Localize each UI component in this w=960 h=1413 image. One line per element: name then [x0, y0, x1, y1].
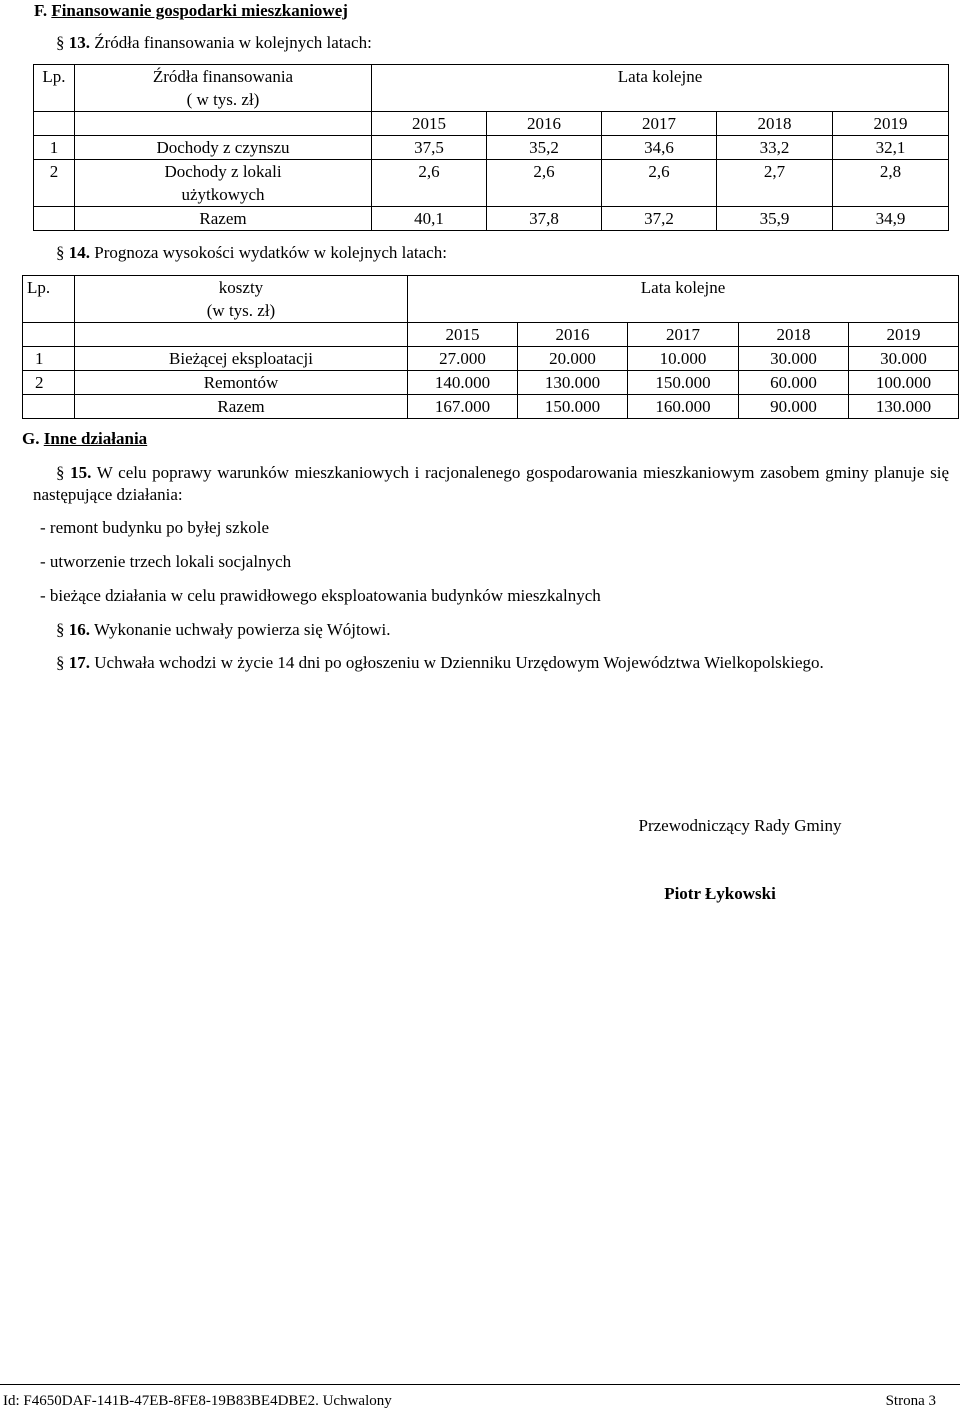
name-cell: Remontów	[75, 371, 408, 395]
paragraph-15	[33, 462, 949, 506]
header-cost	[75, 276, 408, 323]
table-row	[23, 347, 959, 371]
empty-cell	[34, 207, 75, 231]
paragraph-number: 13.	[68, 33, 90, 52]
paragraph-number: 17.	[68, 653, 90, 672]
signature-name: Piotr Łykowski	[664, 884, 776, 903]
year-cell: 2017	[628, 323, 739, 347]
total-label: Razem	[75, 207, 372, 231]
table-row	[23, 371, 959, 395]
year-cell: 2015	[372, 112, 487, 136]
section-title: Finansowanie gospodarki mieszkaniowej	[51, 1, 348, 20]
total-value: 40,1	[372, 207, 487, 231]
value-cell: 33,2	[717, 136, 833, 160]
section-sign: §	[56, 33, 65, 52]
value-cell: 10.000	[628, 347, 739, 371]
table-row	[34, 160, 949, 207]
list-item: - remont budynku po byłej szkole	[40, 518, 269, 537]
paragraph-number: 16.	[68, 620, 90, 639]
paragraph-number: 15.	[70, 463, 92, 482]
section-sign: §	[56, 653, 65, 672]
empty-cell	[23, 395, 75, 419]
paragraph-16	[56, 619, 391, 641]
financing-sources-table	[33, 64, 949, 231]
name-line2: użytkowych	[181, 185, 265, 204]
year-cell: 2016	[518, 323, 628, 347]
table-years-row	[23, 323, 959, 347]
year-cell: 2017	[602, 112, 717, 136]
value-cell: 20.000	[518, 347, 628, 371]
header-lp: Lp.	[34, 65, 75, 112]
header-cost-line1: koszty	[218, 278, 264, 297]
header-years: Lata kolejne	[372, 65, 949, 112]
value-cell: 2,8	[833, 160, 949, 207]
value-cell: 27.000	[408, 347, 518, 371]
section-letter: G.	[22, 429, 40, 448]
value-cell: 2,6	[602, 160, 717, 207]
value-cell: 37,5	[372, 136, 487, 160]
table-header-row	[34, 65, 949, 112]
empty-cell	[23, 323, 75, 347]
total-value: 130.000	[849, 395, 959, 419]
value-cell: 30.000	[739, 347, 849, 371]
header-source-line1: Źródła finansowania	[152, 67, 294, 86]
value-cell: 2,7	[717, 160, 833, 207]
lp-cell: 2	[23, 371, 75, 395]
section-f-heading	[34, 0, 348, 22]
paragraph-title: Prognoza wysokości wydatków w kolejnych latach:	[94, 243, 447, 262]
expenses-forecast-table	[22, 275, 959, 419]
paragraph-13-heading	[56, 32, 372, 54]
name-cell: Dochody z czynszu	[75, 136, 372, 160]
paragraph-number: 14.	[68, 243, 90, 262]
value-cell: 150.000	[628, 371, 739, 395]
value-cell: 130.000	[518, 371, 628, 395]
year-cell: 2019	[849, 323, 959, 347]
value-cell: 2,6	[487, 160, 602, 207]
footer	[0, 1384, 960, 1413]
list-item: - bieżące działania w celu prawidłowego eksploatowania budynków mieszkalnych	[40, 586, 601, 605]
total-value: 150.000	[518, 395, 628, 419]
value-cell: 32,1	[833, 136, 949, 160]
name-cell: Bieżącej eksploatacji	[75, 347, 408, 371]
year-cell: 2019	[833, 112, 949, 136]
empty-cell	[75, 112, 372, 136]
header-years: Lata kolejne	[408, 276, 959, 323]
lp-cell: 1	[23, 347, 75, 371]
section-sign: §	[56, 620, 65, 639]
section-sign: §	[56, 463, 65, 482]
paragraph-text: Uchwała wchodzi w życie 14 dni po ogłoszeniu w Dzienniku Urzędowym Województwa Wielkopolskiego.	[94, 653, 824, 672]
header-lp: Lp.	[23, 276, 75, 323]
paragraph-14-heading	[56, 242, 447, 264]
value-cell: 30.000	[849, 347, 959, 371]
name-line1: Dochody z lokali	[164, 162, 282, 181]
total-value: 167.000	[408, 395, 518, 419]
lp-cell: 1	[34, 136, 75, 160]
total-value: 90.000	[739, 395, 849, 419]
total-value: 160.000	[628, 395, 739, 419]
total-value: 37,2	[602, 207, 717, 231]
paragraph-text: W celu poprawy warunków mieszkaniowych i racjonalenego gospodarowania mieszkaniowym zasobem gminy planuje się następujące działania:	[33, 463, 949, 504]
empty-cell	[34, 112, 75, 136]
value-cell: 100.000	[849, 371, 959, 395]
year-cell: 2018	[739, 323, 849, 347]
table-header-row	[23, 276, 959, 323]
year-cell: 2016	[487, 112, 602, 136]
footer-id: Id: F4650DAF-141B-47EB-8FE8-19B83BE4DBE2. Uchwalony	[3, 1393, 392, 1409]
paragraph-text: Wykonanie uchwały powierza się Wójtowi.	[93, 620, 391, 639]
total-value: 35,9	[717, 207, 833, 231]
empty-cell	[75, 323, 408, 347]
header-source	[75, 65, 372, 112]
value-cell: 34,6	[602, 136, 717, 160]
signature-role: Przewodniczący Rady Gminy	[638, 816, 842, 835]
value-cell: 35,2	[487, 136, 602, 160]
header-cost-line2: (w tys. zł)	[206, 301, 276, 320]
total-value: 37,8	[487, 207, 602, 231]
paragraph-title: Źródła finansowania w kolejnych latach:	[94, 33, 372, 52]
section-letter: F.	[34, 1, 48, 20]
section-g-heading	[22, 428, 147, 450]
table-total-row	[23, 395, 959, 419]
paragraph-17	[33, 652, 949, 674]
year-cell: 2015	[408, 323, 518, 347]
total-value: 34,9	[833, 207, 949, 231]
section-title: Inne działania	[43, 429, 148, 448]
value-cell: 140.000	[408, 371, 518, 395]
value-cell: 2,6	[372, 160, 487, 207]
name-cell	[75, 160, 372, 207]
lp-cell: 2	[34, 160, 75, 207]
total-label: Razem	[75, 395, 408, 419]
list-item: - utworzenie trzech lokali socjalnych	[40, 552, 292, 571]
table-total-row	[34, 207, 949, 231]
value-cell: 60.000	[739, 371, 849, 395]
section-sign: §	[56, 243, 65, 262]
footer-page: Strona 3	[885, 1393, 936, 1409]
table-years-row	[34, 112, 949, 136]
header-source-line2: ( w tys. zł)	[186, 90, 260, 109]
table-row	[34, 136, 949, 160]
year-cell: 2018	[717, 112, 833, 136]
